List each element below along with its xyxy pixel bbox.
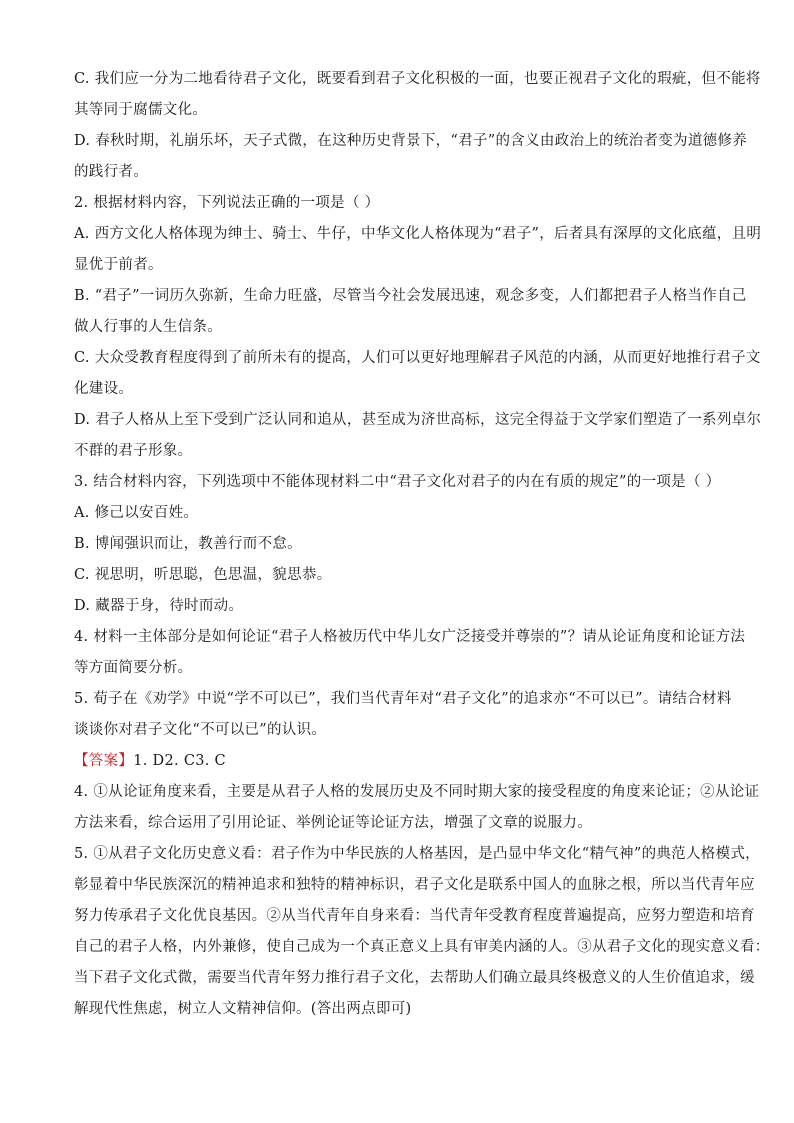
text-line: A. 修己以安百姓。 [74, 505, 199, 521]
text-line: D. 藏器于身，待时而动。 [74, 598, 244, 614]
text-line: B. “君子”一词历久弥新，生命力旺盛，尽管当今社会发展迅速，观念多变，人们都把君子人格当作自己 [74, 288, 747, 304]
text-line: 做人行事的人生信条。 [74, 319, 222, 335]
text-line: C. 我们应一分为二地看待君子文化，既要看到君子文化积极的一面，也要正视君子文化的瑕疵，但不能将 [74, 71, 761, 87]
text-line: A. 西方文化人格体现为绅士、骑士、牛仔，中华文化人格体现为“君子”，后者具有深厚的文化底蕴，且明 [74, 226, 762, 242]
answer-line [74, 746, 734, 777]
answer-text-line: 解现代性焦虑，树立人文精神信仰。(答出两点即可) [74, 1001, 412, 1017]
document-body [74, 64, 770, 1025]
text-line: 的践行者。 [74, 164, 148, 180]
text-line: 谈谈你对君子文化“不可以已”的认识。 [74, 722, 327, 738]
answer-text-line: 努力传承君子文化优良基因。②从当代青年自身来看：当代青年受教育程度普遍提高，应努力塑造和培育 [74, 908, 755, 924]
text-line: 显优于前者。 [74, 257, 163, 273]
question-4-stem: 4. 材料一主体部分是如何论证“君子人格被历代中华儿女广泛接受并尊崇的”？请从论证角度和论证方法 [74, 629, 746, 645]
text-line: D. 君子人格从上至下受到广泛认同和追从，甚至成为济世高标，这完全得益于文学家们塑造了一系列卓尔 [74, 412, 762, 428]
text-line: 化建设。 [74, 381, 134, 397]
answer-choices: 1. D2. C3. C [133, 753, 226, 769]
text-line: 其等同于腐儒文化。 [74, 102, 208, 118]
answer-text-line: 方法来看，综合运用了引用论证、举例论证等论证方法，增强了文章的说服力。 [74, 815, 592, 831]
answer-text-line: 4. ①从论证角度来看，主要是从君子人格的发展历史及不同时期大家的接受程度的角度来论证；②从论证 [74, 784, 760, 800]
question-3-stem: 3. 结合材料内容，下列选项中不能体现材料二中“君子文化对君子的内在有质的规定”的一项是（ ） [74, 474, 721, 490]
text-line: C. 视思明，听思聪，色思温，貌思恭。 [74, 567, 332, 583]
text-line: 等方面简要分析。 [74, 660, 193, 676]
answer-text-line: 自己的君子人格，内外兼修，使自己成为一个真正意义上具有审美内涵的人。③从君子文化的现实意义看： [74, 939, 770, 955]
question-2-stem: 2. 根据材料内容，下列说法正确的一项是（ ） [74, 195, 380, 211]
answer-text-line: 当下君子文化式微，需要当代青年努力推行君子文化，去帮助人们确立最具终极意义的人生价值追求，缓 [74, 970, 755, 986]
text-line: B. 博闻强识而让，教善行而不怠。 [74, 536, 302, 552]
answer-tag: 【答案】 [74, 753, 134, 769]
answer-text-line: 彰显着中华民族深沉的精神追求和独特的精神标识，君子文化是联系中国人的血脉之根，所以当代青年应 [74, 877, 755, 893]
text-line: D. 春秋时期，礼崩乐坏，天子式微，在这种历史背景下，“君子”的含义由政治上的统治者变为道德修养 [74, 133, 748, 149]
text-line: 不群的君子形象。 [74, 443, 193, 459]
answer-text-line: 5. ①从君子文化历史意义看：君子作为中华民族的人格基因，是凸显中华文化“精气神”的典范人格模式， [74, 846, 760, 862]
question-5-stem: 5. 荀子在《劝学》中说“学不可以已”，我们当代青年对“君子文化”的追求亦“不可以已”。请结合材料 [74, 691, 732, 707]
text-line: C. 大众受教育程度得到了前所未有的提高，人们可以更好地理解君子风范的内涵，从而更好地推行君子文 [74, 350, 761, 366]
